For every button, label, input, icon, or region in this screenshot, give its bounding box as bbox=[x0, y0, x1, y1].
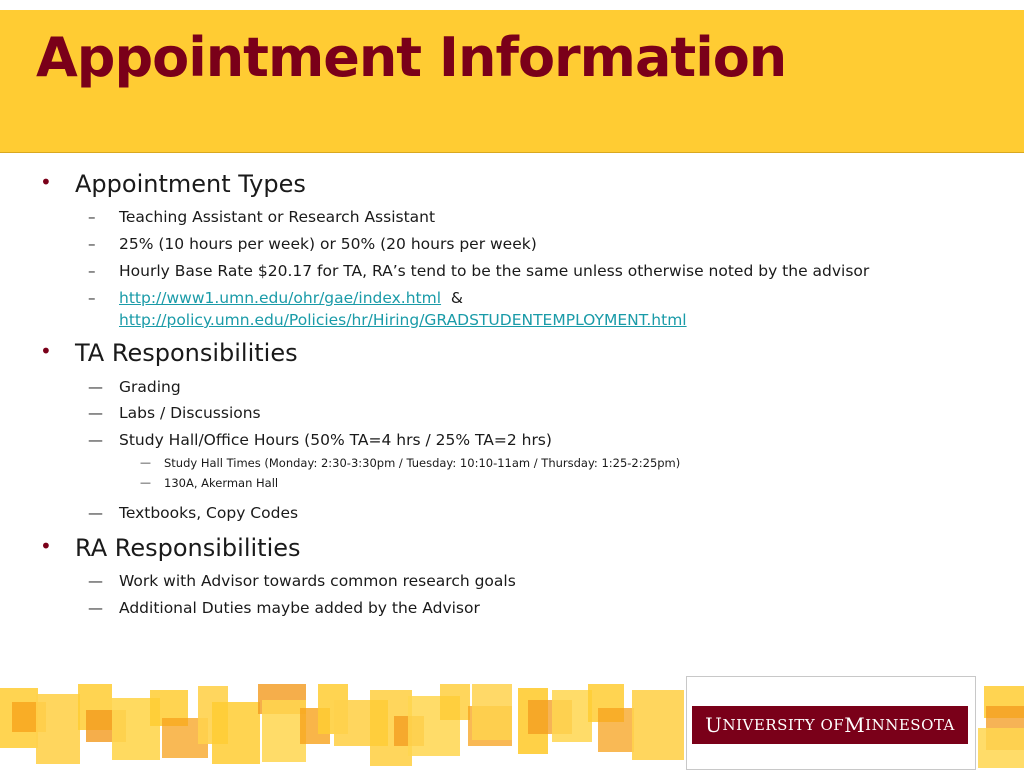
decorative-square bbox=[598, 708, 634, 752]
dash-bullet-icon: – bbox=[88, 208, 96, 226]
bullet-dot-icon: • bbox=[40, 534, 52, 558]
dash-bullet-icon: – bbox=[88, 262, 96, 280]
dash-bullet-icon: — bbox=[88, 599, 103, 617]
decorative-square bbox=[472, 684, 512, 740]
dash-bullet-icon: — bbox=[88, 504, 103, 522]
decorative-square bbox=[552, 690, 592, 742]
decorative-square bbox=[212, 702, 260, 764]
decorative-square bbox=[440, 684, 470, 720]
dash-bullet-icon: — bbox=[88, 431, 103, 449]
slide-title: Appointment Information bbox=[36, 26, 787, 89]
dash-bullet-icon: — bbox=[140, 456, 151, 469]
dash-bullet-icon: — bbox=[88, 378, 103, 396]
ohr-gae-link[interactable]: http://www1.umn.edu/ohr/gae/index.html bbox=[119, 289, 442, 307]
dash-bullet-icon: — bbox=[88, 572, 103, 590]
grad-student-employment-link[interactable]: http://policy.umn.edu/Policies/hr/Hiring/GRADSTUDENTEMPLOYMENT.html bbox=[119, 311, 687, 329]
dash-bullet-icon: — bbox=[140, 476, 151, 489]
title-banner bbox=[0, 10, 1024, 153]
link-separator: & bbox=[450, 289, 463, 307]
dash-bullet-icon: — bbox=[88, 404, 103, 422]
dash-bullet-icon: – bbox=[88, 235, 96, 253]
decorative-square bbox=[632, 690, 684, 760]
decorative-square bbox=[978, 728, 1024, 768]
university-of-minnesota-logo: U NIVERSITY OF M INNESOTA bbox=[692, 706, 968, 744]
bullet-dot-icon: • bbox=[40, 170, 52, 194]
decorative-square bbox=[36, 694, 80, 764]
bullet-dot-icon: • bbox=[40, 339, 52, 363]
dash-bullet-icon: – bbox=[88, 289, 96, 307]
